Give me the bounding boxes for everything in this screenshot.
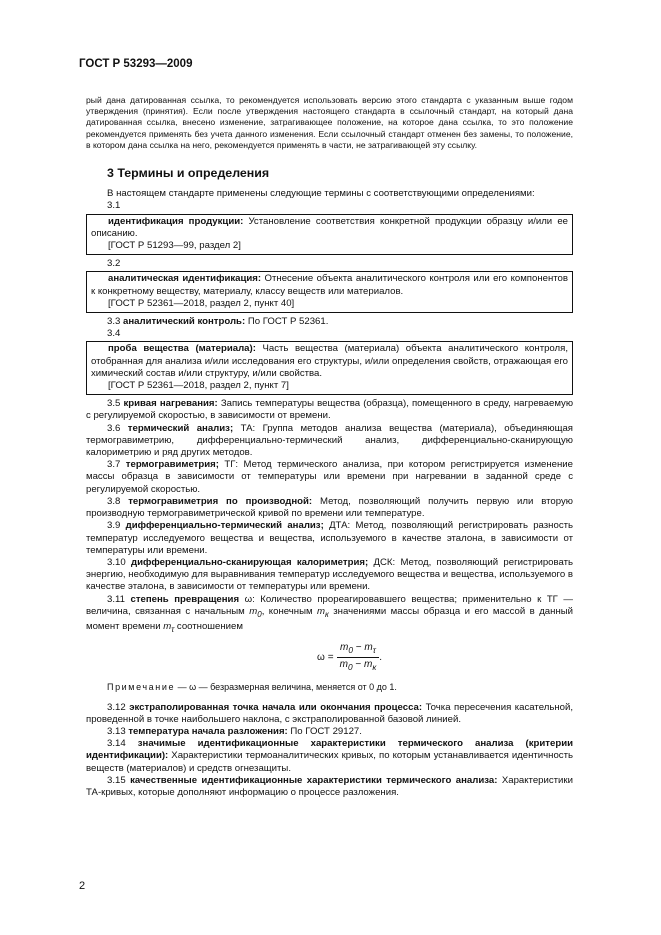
- term-3-11-name: степень превращения: [130, 593, 240, 605]
- term-3-1-reference: [ГОСТ Р 51293—99, раздел 2]: [108, 240, 241, 252]
- formula-lhs: ω: [316, 651, 325, 663]
- term-3-8: [86, 496, 573, 520]
- omega-symbol: ω: [244, 593, 253, 605]
- term-3-4-name: проба вещества (материала):: [108, 343, 256, 355]
- formula-end: .: [379, 651, 383, 663]
- term-3-3-number: 3.3: [107, 316, 121, 328]
- minus-sign: −: [355, 641, 362, 653]
- mass-symbol: m: [163, 620, 172, 632]
- term-3-7-name: термогравиметрия;: [125, 459, 219, 471]
- term-number-3-1: 3.1: [107, 200, 121, 212]
- intro-paragraph: рый дана датированная ссылка, то рекомендуется использовать версию этого стандарта с указанным выше годом утверждения (принятия). Если после утверждения настоящего стандарта в ссылочный стандарт, на который дана датированная ссылка, внесено изменение, затрагивающее положение, на которое дана ссылка, то это положение рекомендуется применять без учета данного изменения. Если ссылочный стандарт отменен без замены, то положение, в котором дана ссылка на него, рекомендуется применять в части, не затрагивающей эту ссылку.: [86, 95, 573, 150]
- mass-symbol: m: [340, 641, 349, 653]
- mass-current: [163, 621, 174, 632]
- term-3-13: [86, 726, 573, 738]
- mass-initial-subscript: 0: [348, 644, 353, 655]
- mass-symbol: m: [339, 659, 348, 671]
- mass-initial-subscript: 0: [347, 662, 353, 673]
- term-number-3-2: 3.2: [107, 258, 121, 270]
- mass-final: [317, 606, 329, 617]
- term-3-6-number: 3.6: [107, 422, 121, 434]
- term-3-9-name: дифференциально-термический анализ;: [125, 520, 324, 532]
- term-3-2: [91, 273, 568, 297]
- mass-symbol: m: [363, 659, 373, 671]
- term-3-10: [86, 557, 573, 594]
- note: [107, 681, 573, 693]
- term-3-11-definition-d: соотношением: [174, 620, 243, 632]
- formula-denominator: [337, 658, 380, 673]
- term-3-9: [86, 520, 573, 557]
- term-3-4: [91, 343, 568, 380]
- term-3-10-number: 3.10: [107, 556, 126, 568]
- term-3-4-definition: Часть вещества (материала) объекта аналитического контроля, отобранная для анализа и/или исследования его структуры, и/или определения свойств, отражающая его химический состав и/или структуру, и/или свойства.: [91, 343, 569, 379]
- term-3-5-number: 3.5: [107, 398, 121, 410]
- term-3-1-name: идентификация продукции:: [108, 215, 244, 227]
- term-3-11-number: 3.11: [107, 593, 125, 605]
- term-3-8-definition: Метод, позволяющий получить первую или вторую производную термогравиметрической кривой по времени или температуре.: [86, 495, 573, 520]
- term-number-3-4: 3.4: [107, 328, 121, 340]
- formula-numerator: [337, 642, 379, 658]
- section-intro: В настоящем стандарте применены следующие термины с соответствующими определениями:: [107, 188, 535, 200]
- term-3-3: [86, 316, 573, 328]
- term-3-11-definition-a: : Количество прореагировавшего вещества; применительно к ТГ — величина, связанная с начальным: [86, 593, 574, 617]
- term-3-10-name: дифференциально-сканирующая калориметрия;: [131, 556, 369, 568]
- term-3-14-number: 3.14: [107, 738, 126, 750]
- term-3-11: [86, 594, 573, 636]
- term-3-2-reference: [ГОСТ Р 52361—2018, раздел 2, пункт 40]: [108, 297, 295, 309]
- term-3-13-number: 3.13: [107, 725, 126, 737]
- mass-symbol: m: [364, 641, 373, 653]
- term-3-11-definition-b: , конечным: [261, 605, 318, 617]
- term-3-6-name: термический анализ;: [127, 422, 234, 434]
- term-3-8-name: термогравиметрия по производной:: [128, 495, 313, 507]
- term-3-15-name: качественные идентификационные характеристики термического анализа:: [130, 774, 498, 786]
- mass-initial: [249, 606, 261, 617]
- term-3-9-definition: ДТА: Метод, позволяющий регистрировать разность температур исследуемого вещества и вещества, используемого в качестве эталона, в зависимости от температуры или времени.: [86, 520, 574, 556]
- term-3-2-definition: Отнесение объекта аналитического контроля или его компонентов к конкретному веществу, материалу, классу веществ или материалов.: [91, 273, 568, 297]
- conversion-formula: [126, 642, 573, 673]
- mass-current-subscript: τ: [171, 624, 175, 634]
- term-3-11-definition-c: значениями массы образца и его массой в данный момент времени: [86, 605, 573, 632]
- term-3-1-definition: Установление соответствия конкретной продукции образцу и/или ее описанию.: [91, 215, 568, 239]
- term-3-5-definition: Запись температуры вещества (образца), помещенного в среду, нагреваемую с регулируемой скоростью, в зависимости от времени.: [86, 398, 574, 422]
- page-number: 2: [79, 880, 86, 892]
- term-3-12-number: 3.12: [107, 701, 126, 713]
- mass-final-subscript: к: [325, 609, 329, 619]
- term-3-9-number: 3.9: [107, 520, 121, 532]
- term-3-10-definition: ДСК: Метод, позволяющий регистрировать энергию, необходимую для выравнивания температур исследуемого вещества и вещества, используемого в качестве эталона, в зависимости от температуры или времени.: [86, 556, 574, 593]
- term-3-7-number: 3.7: [107, 459, 121, 471]
- term-3-5: [86, 398, 573, 422]
- term-3-6-definition: ТА: Группа методов анализа вещества (материала), объединяющая термогравиметрию, дифференциально-термический анализ, дифференциально-сканирующую калориметрию и ряд других методов.: [86, 422, 573, 459]
- term-3-1: [91, 216, 568, 240]
- mass-final-subscript: к: [372, 662, 377, 673]
- page-header: ГОСТ Р 53293—2009: [79, 58, 193, 70]
- term-3-3-definition: По ГОСТ Р 52361.: [245, 316, 329, 328]
- mass-initial-subscript: 0: [257, 609, 262, 619]
- term-3-14: [86, 738, 573, 775]
- mass-symbol: m: [249, 605, 258, 617]
- term-3-15-definition: Характеристики ТА-кривых, которые дополняют информацию о процессе разложения.: [86, 774, 573, 798]
- term-3-7: [86, 459, 573, 496]
- term-3-6: [86, 423, 573, 460]
- term-3-12: [86, 702, 573, 726]
- term-3-2-name: аналитическая идентификация:: [108, 273, 262, 285]
- term-3-4-reference: [ГОСТ Р 52361—2018, раздел 2, пункт 7]: [108, 380, 289, 392]
- term-3-13-definition: По ГОСТ 29127.: [287, 725, 362, 737]
- term-3-7-definition: ТГ: Метод термического анализа, при котором регистрируется изменение массы образца в зависимости от температуры или времени при нагревании в заданной среде с регулируемой скоростью.: [86, 459, 574, 495]
- term-3-13-name: температура начала разложения:: [128, 725, 288, 737]
- term-3-15-number: 3.15: [107, 774, 126, 786]
- term-3-8-number: 3.8: [107, 495, 121, 507]
- formula-equals: =: [327, 651, 334, 663]
- page-content: [86, 95, 573, 799]
- term-3-15: [86, 775, 573, 799]
- term-3-14-definition: Характеристики термоаналитических кривых, по которым устанавливается идентичность веществ (материалов) и средств огнезащиты.: [86, 750, 573, 774]
- minus-sign: −: [355, 659, 362, 671]
- term-3-3-name: аналитический контроль:: [123, 316, 246, 328]
- mass-symbol: m: [317, 605, 326, 617]
- term-3-5-name: кривая нагревания:: [123, 398, 218, 410]
- term-box-3-1: [86, 214, 573, 256]
- formula-fraction: [337, 641, 383, 673]
- note-text: — ω — безразмерная величина, меняется от 0 до 1.: [175, 682, 397, 693]
- term-box-3-2: [86, 271, 573, 313]
- term-3-12-definition: Точка пересечения касательной, проведенной в точке наибольшего наклона, с экстраполированной базовой линией.: [86, 701, 573, 725]
- mass-current-subscript: τ: [372, 644, 376, 655]
- term-3-14-name: значимые идентификационные характеристики термического анализа (критерии идентификации):: [86, 738, 573, 762]
- note-label: Примечание: [107, 682, 176, 693]
- term-box-3-4: [86, 341, 573, 395]
- section-title: 3 Термины и определения: [107, 166, 270, 181]
- term-3-12-name: экстраполированная точка начала или окончания процесса:: [129, 701, 423, 713]
